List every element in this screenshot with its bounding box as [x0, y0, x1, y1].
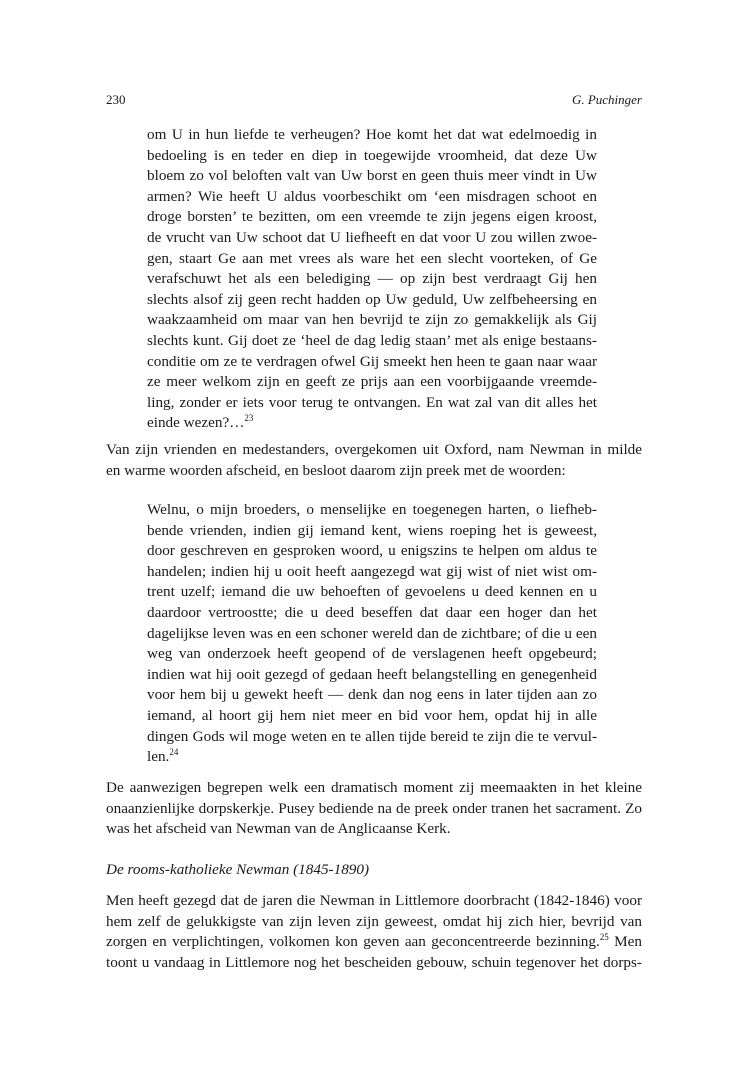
page-number: 230	[106, 92, 126, 107]
paragraph-2	[106, 778, 642, 840]
text-line: verafschuwt het als een belediging — op zijn best verdraagt Gij hen	[147, 270, 597, 288]
text-line: voor hem bij u gewekt heeft — denk dan nog eens in later tijden aan zo	[147, 686, 597, 704]
text-line	[106, 932, 642, 953]
text-line: Welnu, o mijn broeders, o menselijke en toegenegen harten, o liefheb-	[147, 501, 597, 518]
footnote-marker: 23	[244, 413, 254, 424]
text-line: onaanzienlijke dorpskerkje. Pusey bediende na de preek onder tranen het sacrament. Zo	[106, 799, 642, 817]
text-line: droge borsten’ te bezitten, om een vreemde te zijn jegens eigen kroost,	[147, 208, 597, 226]
footnote-marker: 24	[169, 747, 179, 758]
text-line: daardoor vertroostte; die u deed beseffen dat daar een hoger dan het	[147, 603, 597, 621]
text-line: bedoeling is en teder en diep in toegewijde vroomheid, dat deze Uw	[147, 146, 597, 164]
text-line: dingen Gods wil moge weten en te allen tijde bereid te zijn die te vervul-	[147, 727, 597, 745]
text-line	[147, 747, 597, 768]
running-head-author: G. Puchinger	[571, 92, 642, 107]
text-line-content: einde wezen?…	[147, 414, 245, 432]
text-line: Van zijn vrienden en medestanders, overgekomen uit Oxford, nam Newman in milde	[106, 441, 642, 458]
footnote-marker: 25	[599, 932, 609, 943]
text-line: iemand, al hoort gij hem niet meer en bid voor hem, opdat hij in alle	[147, 706, 597, 724]
text-line: was het afscheid van Newman van de Anglicaanse Kerk.	[106, 820, 451, 838]
text-line: hem zelf de gelukkigste van zijn leven zijn geweest, omdat hij zich hier, bevrijd van	[106, 912, 642, 930]
text-line: ling, zonder er iets voor terug te ontvangen. En wat zal van dit alles het	[147, 393, 597, 411]
text-line-content: zorgen en verplichtingen, volkomen kon geven aan geconcentreerde bezinning.	[106, 933, 600, 951]
text-line: om U in hun liefde te verheugen? Hoe komt het dat wat edelmoedig in	[147, 126, 597, 143]
section-heading: De rooms-katholieke Newman (1845-1890)	[106, 861, 370, 878]
text-line: trent uzelf; iemand die uw behoeften of gevoelens u deed kennen en u	[147, 583, 597, 601]
text-line: conditie om ze te verdragen ofwel Gij smeekt hen heen te gaan naar waar	[147, 352, 597, 370]
text-line: de vrucht van Uw schoot dat U liefheeft en dat voor U zou willen zwoe-	[147, 228, 597, 246]
text-line: toont u vandaag in Littlemore nog het bescheiden gebouw, schuin tegenover het dorps-	[106, 953, 642, 971]
page-header	[106, 92, 642, 112]
text-line: weg van onderzoek heeft geopend of de verslagenen heeft opgebeurd;	[147, 645, 597, 663]
text-line: indien wat hij ooit gezegd of gedaan heeft belangstelling en genegenheid	[147, 665, 597, 683]
text-line: Men heeft gezegd dat de jaren die Newman in Littlemore doorbracht (1842-1846) voor	[106, 892, 642, 909]
text-line: en warme woorden afscheid, en besloot daarom zijn preek met de woorden:	[106, 461, 566, 479]
text-line-content: Men	[608, 933, 642, 951]
text-line: bloem zo vol beloften valt van Uw borst en geen thuis meer vindt in Uw	[147, 167, 597, 185]
paragraph-1	[106, 440, 642, 481]
text-line-content: len.	[147, 748, 170, 766]
text-line: waakzaamheid om maar van hen bevrijd te zijn zo gemakkelijk als Gij	[147, 311, 597, 329]
paragraph-3	[106, 891, 642, 973]
text-line: gen, staart Ge aan met vrees als ware het een slecht voorteken, of Ge	[147, 249, 597, 267]
text-line	[147, 413, 597, 434]
block-quote-2	[147, 500, 597, 768]
text-line: armen? Wie heeft U aldus voorbeschikt om ‘een misdragen schoot en	[147, 187, 597, 205]
text-line: slechts alsof zij geen recht hadden op Uw geduld, Uw zelfbeheersing en	[147, 290, 597, 308]
text-line: handelen; indien hij u ooit heeft aangezegd wat gij wist of niet wist om-	[147, 562, 597, 580]
text-line: dagelijkse leven was en een schoner wereld dan de zichtbare; of die u een	[147, 624, 597, 642]
text-line: bende vrienden, indien gij iemand kent, wiens roeping het is geweest,	[147, 521, 597, 539]
block-quote-1	[147, 125, 597, 434]
text-line: door geschreven en gesproken woord, u enigszins te helpen om aldus te	[147, 542, 597, 560]
text-line: ze meer welkom zijn en geeft ze prijs aan een voorbijgaande vreemde-	[147, 373, 597, 391]
text-line: De aanwezigen begrepen welk een dramatisch moment zij meemaakten in het kleine	[106, 779, 642, 796]
text-line: slechts kunt. Gij doet ze ‘heel de dag ledig staan’ met als enige bestaans-	[147, 331, 597, 349]
